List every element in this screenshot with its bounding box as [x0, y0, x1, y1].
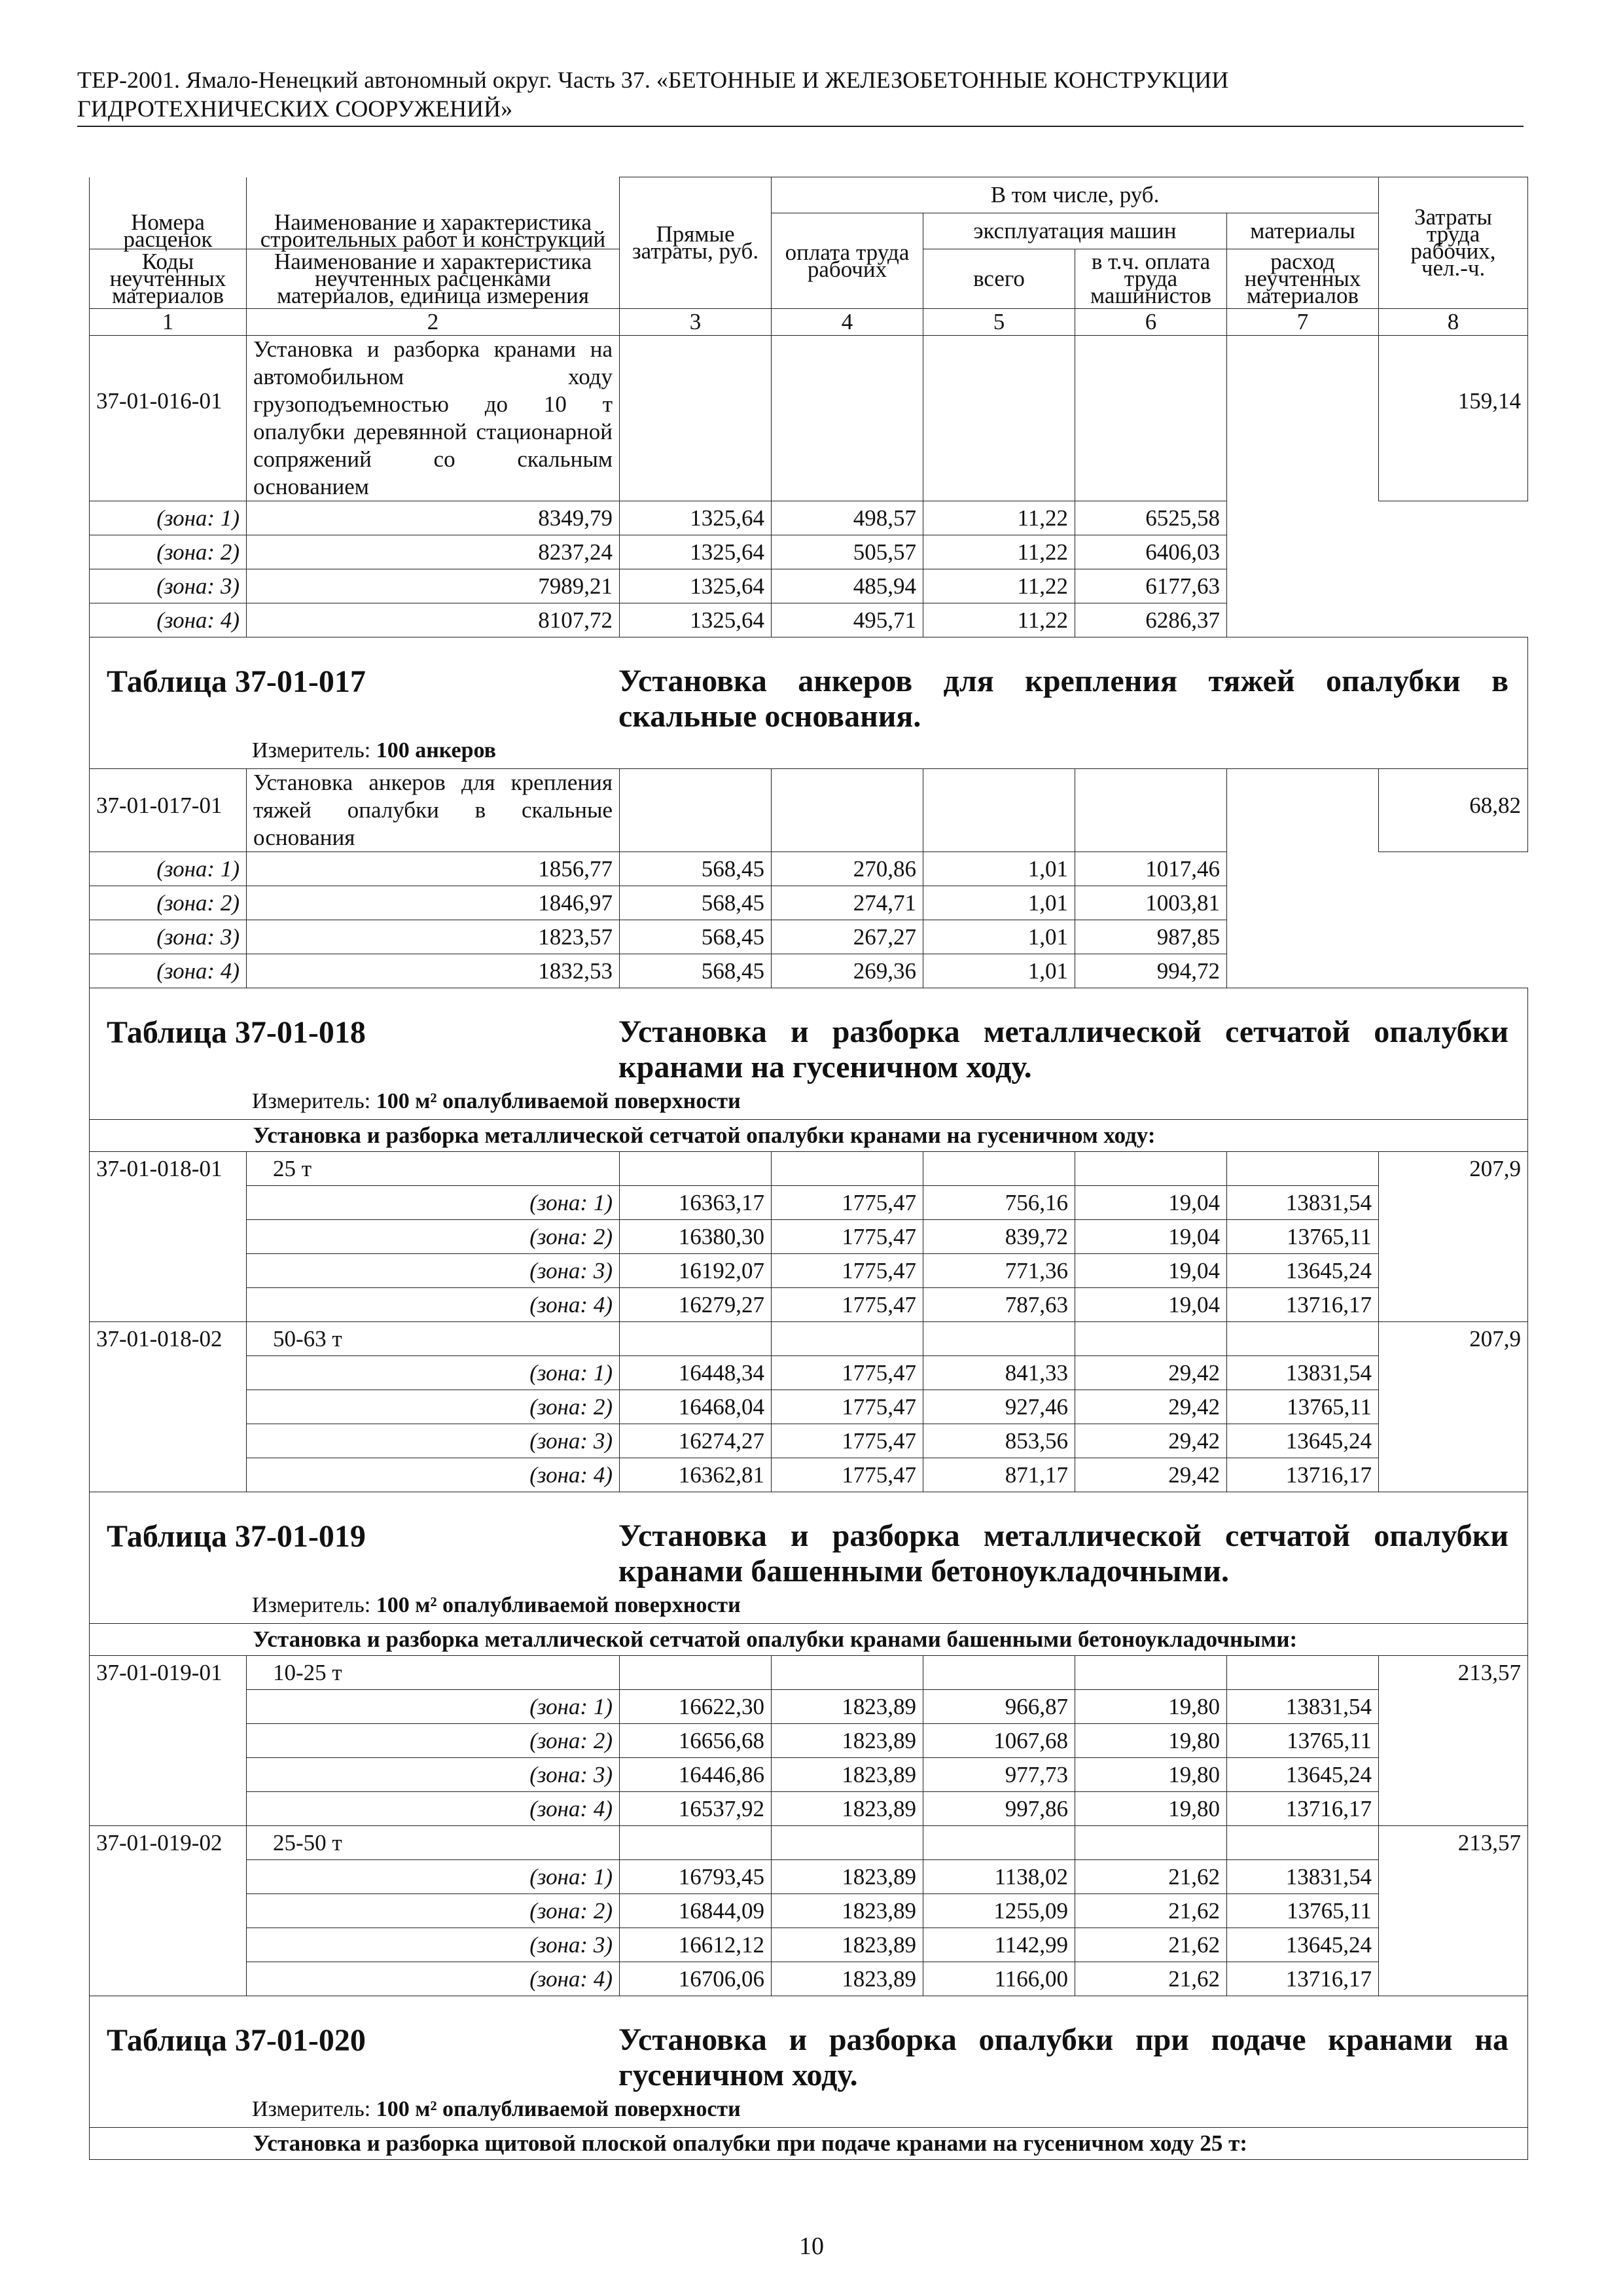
rate-description: Установка и разборка кранами на автомобильном ходу грузоподъемностью до 10 т опалубки деревянной стационарной сопряжений со скальным основанием — [247, 336, 620, 501]
rate-row — [90, 1152, 1528, 1186]
value-cell: 839,72 — [923, 1220, 1075, 1254]
value-cell: 966,87 — [923, 1690, 1075, 1724]
value-cell: 13765,11 — [1227, 1724, 1379, 1758]
value-cell: 16363,17 — [620, 1186, 772, 1220]
value-cell: 1166,00 — [923, 1962, 1075, 1996]
value-cell: 19,80 — [1075, 1758, 1227, 1792]
rate-code: 37-01-017-01 — [90, 769, 247, 852]
value-cell: 1,01 — [923, 920, 1075, 954]
labor-value: 207,9 — [1379, 1152, 1528, 1322]
labor-value: 207,9 — [1379, 1322, 1528, 1492]
value-cell: 16656,68 — [620, 1724, 772, 1758]
value-cell: 6177,63 — [1075, 569, 1227, 603]
value-cell: 997,86 — [923, 1792, 1075, 1826]
value-cell: 1003,81 — [1075, 886, 1227, 920]
zone-row — [90, 1424, 1528, 1458]
col-including: В том числе, руб. — [772, 177, 1379, 213]
zone-label: (зона: 3) — [247, 1928, 620, 1962]
zone-label: (зона: 1) — [247, 1186, 620, 1220]
value-cell: 8237,24 — [247, 535, 620, 569]
zone-label: (зона: 3) — [247, 1254, 620, 1288]
value-cell: 977,73 — [923, 1758, 1075, 1792]
zone-row — [90, 852, 1528, 886]
zone-label: (зона: 1) — [90, 501, 247, 535]
value-cell: 13716,17 — [1227, 1288, 1379, 1322]
value-cell: 21,62 — [1075, 1928, 1227, 1962]
rate-description: 25-50 т — [247, 1826, 620, 1860]
value-cell: 16446,86 — [620, 1758, 772, 1792]
value-cell: 13645,24 — [1227, 1254, 1379, 1288]
value-cell: 13831,54 — [1227, 1186, 1379, 1220]
value-cell: 1255,09 — [923, 1894, 1075, 1928]
table-name: Таблица 37-01-018 — [107, 1015, 366, 1050]
zone-row — [90, 920, 1528, 954]
value-cell: 505,57 — [772, 535, 923, 569]
value-cell: 787,63 — [923, 1288, 1075, 1322]
table-measure: Измеритель: 100 м² опалубливаемой поверхности — [252, 2097, 741, 2121]
value-cell: 13645,24 — [1227, 1424, 1379, 1458]
zone-label: (зона: 1) — [247, 1690, 620, 1724]
value-cell: 1823,57 — [247, 920, 620, 954]
page-header — [77, 65, 1524, 127]
zone-row — [90, 1758, 1528, 1792]
value-cell: 756,16 — [923, 1186, 1075, 1220]
col-num: 1 — [90, 309, 247, 336]
zone-row — [90, 886, 1528, 920]
rate-code: 37-01-019-02 — [90, 1826, 247, 1996]
value-cell: 29,42 — [1075, 1356, 1227, 1390]
table-title: Установка анкеров для крепления тяжей опалубки в скальные основания. — [618, 664, 1508, 734]
value-cell: 841,33 — [923, 1356, 1075, 1390]
col-machines: эксплуатация машин — [923, 213, 1227, 249]
labor-value: 68,82 — [1379, 769, 1528, 852]
zone-row — [90, 1928, 1528, 1962]
value-cell: 1823,89 — [772, 1724, 923, 1758]
value-cell: 11,22 — [923, 603, 1075, 637]
value-cell: 927,46 — [923, 1390, 1075, 1424]
zone-row — [90, 501, 1528, 535]
value-cell: 16362,81 — [620, 1458, 772, 1492]
col-codes: Номера расценок — [90, 213, 247, 249]
col-name-blank — [247, 177, 620, 213]
zone-label: (зона: 4) — [90, 603, 247, 637]
zone-row — [90, 1288, 1528, 1322]
table-37-01-017-heading — [90, 637, 1528, 769]
value-cell: 1856,77 — [247, 852, 620, 886]
value-cell: 16192,07 — [620, 1254, 772, 1288]
page-number: 10 — [799, 2233, 824, 2260]
value-cell: 29,42 — [1075, 1390, 1227, 1424]
value-cell: 13831,54 — [1227, 1690, 1379, 1724]
zone-row — [90, 569, 1528, 603]
col-wages: оплата труда рабочих — [772, 213, 923, 309]
value-cell: 1017,46 — [1075, 852, 1227, 886]
value-cell: 6525,58 — [1075, 501, 1227, 535]
value-cell: 13645,24 — [1227, 1758, 1379, 1792]
value-cell: 29,42 — [1075, 1458, 1227, 1492]
col-num: 6 — [1075, 309, 1227, 336]
value-cell: 13831,54 — [1227, 1860, 1379, 1894]
value-cell: 16274,27 — [620, 1424, 772, 1458]
value-cell: 568,45 — [620, 852, 772, 886]
header-line-1: ТЕР-2001. Ямало-Ненецкий автономный округ. Часть 37. «БЕТОННЫЕ И ЖЕЛЕЗОБЕТОННЫЕ КОНСТРУКЦИИ — [77, 67, 1229, 93]
value-cell: 16468,04 — [620, 1390, 772, 1424]
rates-table — [89, 177, 1528, 2160]
value-cell: 11,22 — [923, 501, 1075, 535]
value-cell: 1142,99 — [923, 1928, 1075, 1962]
value-cell: 19,04 — [1075, 1254, 1227, 1288]
value-cell: 21,62 — [1075, 1962, 1227, 1996]
value-cell: 13716,17 — [1227, 1792, 1379, 1826]
value-cell: 1832,53 — [247, 954, 620, 988]
value-cell: 1823,89 — [772, 1962, 923, 1996]
value-cell: 1775,47 — [772, 1220, 923, 1254]
value-cell: 29,42 — [1075, 1424, 1227, 1458]
col-num: 3 — [620, 309, 772, 336]
rate-row — [90, 1322, 1528, 1356]
zone-label: (зона: 1) — [247, 1860, 620, 1894]
col-num: 4 — [772, 309, 923, 336]
value-cell: 8107,72 — [247, 603, 620, 637]
value-cell: 568,45 — [620, 920, 772, 954]
value-cell: 568,45 — [620, 886, 772, 920]
table-37-01-019-heading — [90, 1492, 1528, 1624]
table-name: Таблица 37-01-019 — [107, 1519, 366, 1554]
rate-row — [90, 769, 1528, 852]
rate-code: 37-01-019-01 — [90, 1656, 247, 1826]
value-cell: 994,72 — [1075, 954, 1227, 988]
zone-row — [90, 1254, 1528, 1288]
section-title: Установка и разборка металлической сетчатой опалубки кранами башенными бетоноукладочными: — [247, 1624, 1528, 1656]
value-cell: 1823,89 — [772, 1792, 923, 1826]
value-cell: 853,56 — [923, 1424, 1075, 1458]
zone-row — [90, 535, 1528, 569]
zone-label: (зона: 2) — [247, 1724, 620, 1758]
col-direct-costs: Прямые затраты, руб. — [620, 177, 772, 309]
value-cell: 19,04 — [1075, 1186, 1227, 1220]
value-cell: 11,22 — [923, 535, 1075, 569]
rate-row — [90, 1656, 1528, 1690]
zone-label: (зона: 4) — [247, 1792, 620, 1826]
value-cell: 1325,64 — [620, 535, 772, 569]
value-cell: 16706,06 — [620, 1962, 772, 1996]
rate-row — [90, 336, 1528, 501]
table-title: Установка и разборка металлической сетчатой опалубки кранами башенными бетоноукладочными. — [618, 1518, 1508, 1588]
section-title: Установка и разборка щитовой плоской опалубки при подаче кранами на гусеничном ходу 25 т: — [247, 2128, 1528, 2160]
value-cell: 13765,11 — [1227, 1220, 1379, 1254]
value-cell: 6406,03 — [1075, 535, 1227, 569]
col-num: 7 — [1227, 309, 1379, 336]
zone-label: (зона: 1) — [90, 852, 247, 886]
header-line-2: ГИДРОТЕХНИЧЕСКИХ СООРУЖЕНИЙ» — [77, 96, 513, 122]
value-cell: 16793,45 — [620, 1860, 772, 1894]
table-37-01-018-heading — [90, 988, 1528, 1120]
value-cell: 1775,47 — [772, 1254, 923, 1288]
value-cell: 495,71 — [772, 603, 923, 637]
zone-row — [90, 1690, 1528, 1724]
rate-description: 50-63 т — [247, 1322, 620, 1356]
zone-row — [90, 1724, 1528, 1758]
col-codes-blank — [90, 177, 247, 213]
zone-label: (зона: 2) — [90, 886, 247, 920]
col-materials: материалы — [1227, 213, 1379, 249]
value-cell: 1,01 — [923, 886, 1075, 920]
value-cell: 16537,92 — [620, 1792, 772, 1826]
value-cell: 11,22 — [923, 569, 1075, 603]
table-name: Таблица 37-01-017 — [107, 664, 366, 699]
labor-value: 213,57 — [1379, 1656, 1528, 1826]
col-name: Наименование и характеристика строительных работ и конструкций — [247, 213, 620, 249]
rate-description: 25 т — [247, 1152, 620, 1186]
col-num: 2 — [247, 309, 620, 336]
zone-label: (зона: 1) — [247, 1356, 620, 1390]
value-cell: 7989,21 — [247, 569, 620, 603]
value-cell: 19,80 — [1075, 1792, 1227, 1826]
zone-row — [90, 603, 1528, 637]
value-cell: 1823,89 — [772, 1928, 923, 1962]
zone-row — [90, 1962, 1528, 1996]
zone-row — [90, 1458, 1528, 1492]
zone-row — [90, 1390, 1528, 1424]
col-mat-consumption: расход неучтенных материалов — [1227, 249, 1379, 309]
value-cell: 274,71 — [772, 886, 923, 920]
value-cell: 1823,89 — [772, 1758, 923, 1792]
value-cell: 19,80 — [1075, 1724, 1227, 1758]
value-cell: 13716,17 — [1227, 1962, 1379, 1996]
value-cell: 21,62 — [1075, 1894, 1227, 1928]
zone-row — [90, 1860, 1528, 1894]
value-cell: 1775,47 — [772, 1288, 923, 1322]
zone-label: (зона: 2) — [247, 1894, 620, 1928]
value-cell: 16279,27 — [620, 1288, 772, 1322]
value-cell: 1,01 — [923, 954, 1075, 988]
zone-row — [90, 1220, 1528, 1254]
value-cell: 987,85 — [1075, 920, 1227, 954]
table-measure: Измеритель: 100 анкеров — [252, 738, 497, 762]
col-machinists: в т.ч. оплата труда машинистов — [1075, 249, 1227, 309]
value-cell: 1325,64 — [620, 603, 772, 637]
value-cell: 871,17 — [923, 1458, 1075, 1492]
value-cell: 6286,37 — [1075, 603, 1227, 637]
rate-code: 37-01-018-01 — [90, 1152, 247, 1322]
zone-label: (зона: 2) — [90, 535, 247, 569]
value-cell: 1775,47 — [772, 1356, 923, 1390]
value-cell: 1,01 — [923, 852, 1075, 886]
col-num: 8 — [1379, 309, 1528, 336]
zone-row — [90, 1792, 1528, 1826]
value-cell: 19,04 — [1075, 1288, 1227, 1322]
labor-value: 213,57 — [1379, 1826, 1528, 1996]
value-cell: 19,80 — [1075, 1690, 1227, 1724]
rate-code: 37-01-018-02 — [90, 1322, 247, 1492]
value-cell: 1775,47 — [772, 1458, 923, 1492]
rate-description: 10-25 т — [247, 1656, 620, 1690]
value-cell: 19,04 — [1075, 1220, 1227, 1254]
zone-label: (зона: 2) — [247, 1390, 620, 1424]
section-title: Установка и разборка металлической сетчатой опалубки кранами на гусеничном ходу: — [247, 1120, 1528, 1152]
zone-label: (зона: 4) — [247, 1458, 620, 1492]
zone-label: (зона: 4) — [90, 954, 247, 988]
value-cell: 771,36 — [923, 1254, 1075, 1288]
value-cell: 13645,24 — [1227, 1928, 1379, 1962]
zone-label: (зона: 3) — [247, 1758, 620, 1792]
value-cell: 16380,30 — [620, 1220, 772, 1254]
value-cell: 1138,02 — [923, 1860, 1075, 1894]
value-cell: 1775,47 — [772, 1424, 923, 1458]
value-cell: 485,94 — [772, 569, 923, 603]
zone-row — [90, 1186, 1528, 1220]
value-cell: 13831,54 — [1227, 1356, 1379, 1390]
value-cell: 1823,89 — [772, 1894, 923, 1928]
value-cell: 1823,89 — [772, 1860, 923, 1894]
zone-row — [90, 1894, 1528, 1928]
value-cell: 21,62 — [1075, 1860, 1227, 1894]
col-labor: Затраты труда рабочих, чел.-ч. — [1379, 177, 1528, 309]
table-title: Установка и разборка опалубки при подаче кранами на гусеничном ходу. — [618, 2022, 1508, 2092]
table-37-01-020-heading — [90, 1996, 1528, 2128]
value-cell: 498,57 — [772, 501, 923, 535]
rate-row — [90, 1826, 1528, 1860]
value-cell: 1067,68 — [923, 1724, 1075, 1758]
table-name: Таблица 37-01-020 — [107, 2023, 366, 2058]
col-codes-2: Коды неучтенных материалов — [90, 249, 247, 309]
zone-label: (зона: 3) — [247, 1424, 620, 1458]
value-cell: 270,86 — [772, 852, 923, 886]
column-numbers-row — [90, 309, 1528, 336]
labor-value: 159,14 — [1379, 336, 1528, 501]
rate-description: Установка анкеров для крепления тяжей опалубки в скальные основания — [247, 769, 620, 852]
table-measure: Измеритель: 100 м² опалубливаемой поверхности — [252, 1593, 741, 1617]
value-cell: 568,45 — [620, 954, 772, 988]
value-cell: 1823,89 — [772, 1690, 923, 1724]
zone-row — [90, 954, 1528, 988]
col-machines-total: всего — [923, 249, 1075, 309]
value-cell: 13765,11 — [1227, 1390, 1379, 1424]
table-title: Установка и разборка металлической сетчатой опалубки кранами на гусеничном ходу. — [618, 1014, 1508, 1085]
zone-label: (зона: 2) — [247, 1220, 620, 1254]
value-cell: 8349,79 — [247, 501, 620, 535]
zone-label: (зона: 3) — [90, 569, 247, 603]
col-num: 5 — [923, 309, 1075, 336]
zone-label: (зона: 3) — [90, 920, 247, 954]
zone-label: (зона: 4) — [247, 1288, 620, 1322]
value-cell: 16448,34 — [620, 1356, 772, 1390]
value-cell: 1846,97 — [247, 886, 620, 920]
zone-row — [90, 1356, 1528, 1390]
value-cell: 16622,30 — [620, 1690, 772, 1724]
value-cell: 13716,17 — [1227, 1458, 1379, 1492]
value-cell: 1775,47 — [772, 1390, 923, 1424]
value-cell: 1325,64 — [620, 569, 772, 603]
col-name-2: Наименование и характеристика неучтенных расценками материалов, единица измерения — [247, 249, 620, 309]
value-cell: 16612,12 — [620, 1928, 772, 1962]
value-cell: 13765,11 — [1227, 1894, 1379, 1928]
value-cell: 1775,47 — [772, 1186, 923, 1220]
value-cell: 267,27 — [772, 920, 923, 954]
rate-code: 37-01-016-01 — [90, 336, 247, 501]
value-cell: 269,36 — [772, 954, 923, 988]
value-cell: 16844,09 — [620, 1894, 772, 1928]
value-cell: 1325,64 — [620, 501, 772, 535]
zone-label: (зона: 4) — [247, 1962, 620, 1996]
table-measure: Измеритель: 100 м² опалубливаемой поверхности — [252, 1089, 741, 1113]
